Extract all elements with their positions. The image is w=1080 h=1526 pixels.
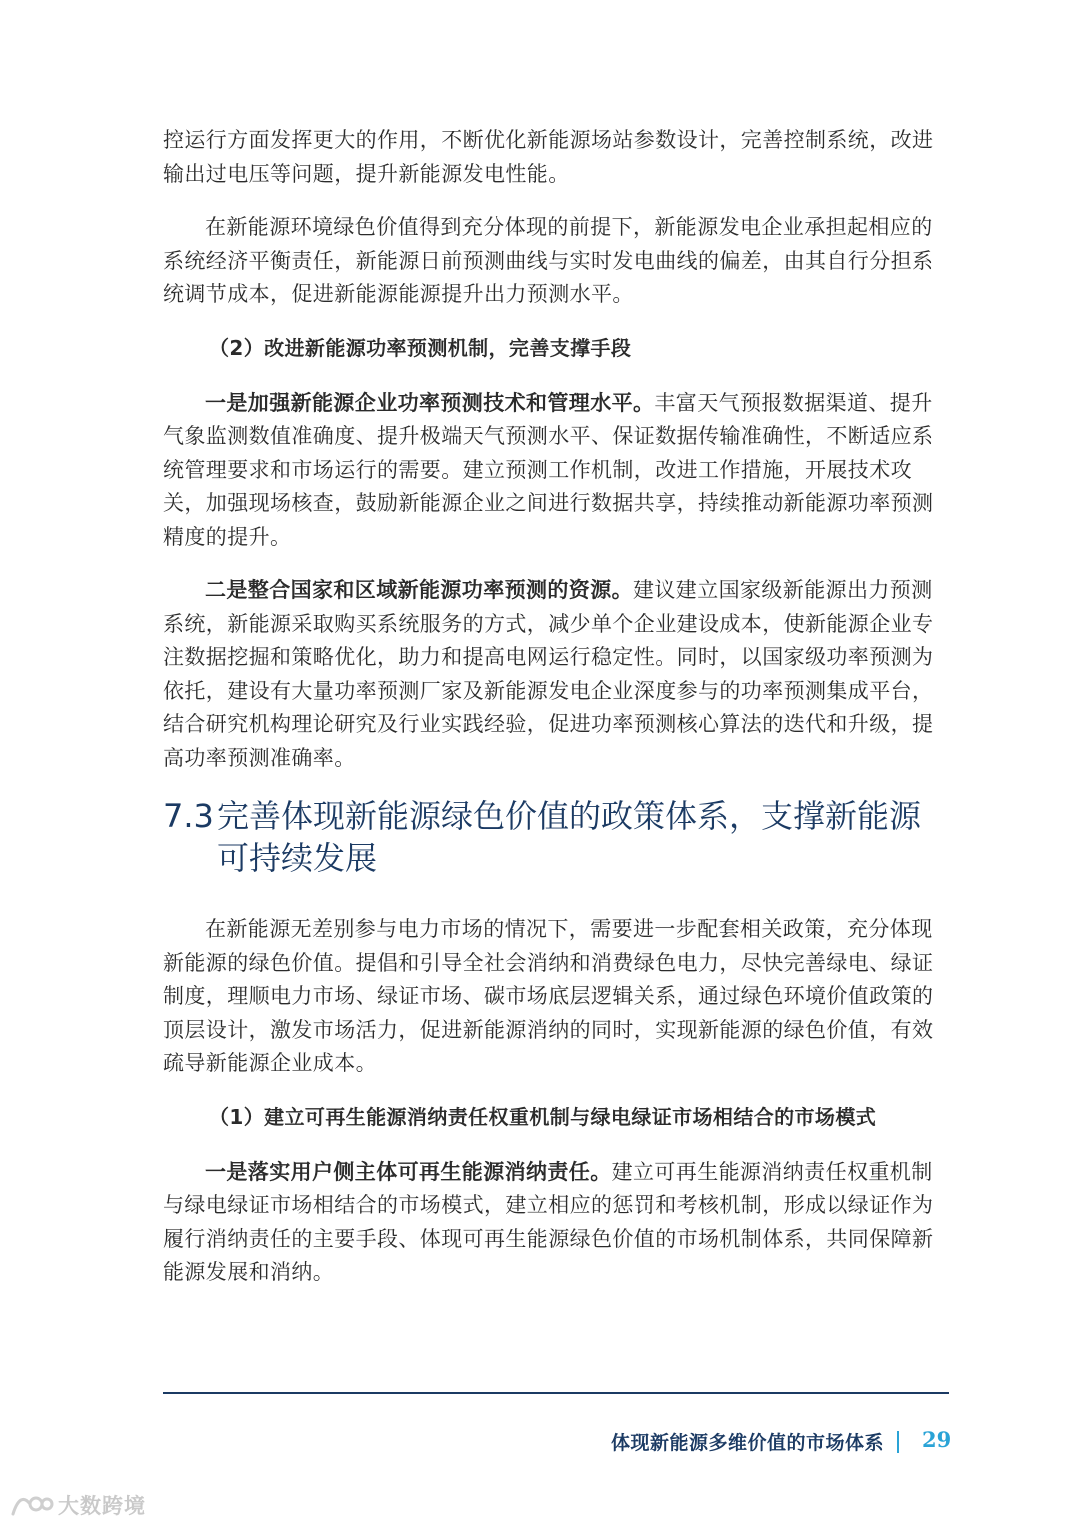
paragraph-lead: 一是加强新能源企业功率预测技术和管理水平。 [205, 390, 655, 415]
footer-divider [163, 1392, 949, 1394]
watermark-text: 大数跨境 [58, 1494, 146, 1518]
paragraph [163, 574, 949, 775]
subheading: （2）改进新能源功率预测机制，完善支撑手段 [209, 335, 632, 360]
paragraph: 在新能源无差别参与电力市场的情况下，需要进一步配套相关政策，充分体现新能源的绿色价值。提倡和引导全社会消纳和消费绿色电力，尽快完善绿电、绿证制度，理顺电力市场、绿证市场、碳市场底层逻辑关系，通过绿色环境价值政策的顶层设计，激发市场活力，促进新能源消纳的同时，实现新能源的绿色价值，有效疏导新能源企业成本。 [163, 917, 934, 1075]
paragraph-text: 建立可再生能源消纳责任权重机制与绿电绿证市场相结合的市场模式，建立相应的惩罚和考核机制，形成以绿证作为履行消纳责任的主要手段、体现可再生能源绿色价值的市场机制体系，共同保障新能源发展和消纳。 [163, 1159, 934, 1284]
paragraph-text: 建议建立国家级新能源出力预测系统，新能源采取购买系统服务的方式，减少单个企业建设成本，使新能源企业专注数据挖掘和策略优化，助力和提高电网运行稳定性。同时，以国家级功率预测为依托，建设有大量功率预测厂家及新能源发电企业深度参与的功率预测集成平台，结合研究机构理论研究及行业实践经验，促进功率预测核心算法的迭代和升级，提高功率预测准确率。 [163, 578, 934, 770]
footer-separator [897, 1431, 899, 1453]
paragraph-lead: 一是落实用户侧主体可再生能源消纳责任。 [205, 1159, 612, 1184]
page-content [163, 124, 949, 1310]
subheading: （1）建立可再生能源消纳责任权重机制与绿电绿证市场相结合的市场模式 [209, 1104, 877, 1129]
paragraph: 在新能源环境绿色价值得到充分体现的前提下，新能源发电企业承担起相应的系统经济平衡责任，新能源日前预测曲线与实时发电曲线的偏差，由其自行分担系统调节成本，促进新能源能源提升出力预测水平。 [163, 215, 934, 306]
paragraph [163, 387, 949, 555]
section-number: 7.3 [163, 797, 214, 835]
paragraph-continued: 控运行方面发挥更大的作用，不断优化新能源场站参数设计，完善控制系统，改进输出过电压等问题，提升新能源发电性能。 [163, 128, 934, 186]
paragraph [163, 1156, 949, 1290]
section-heading [163, 795, 949, 879]
footer-title: 体现新能源多维价值的市场体系 [610, 1432, 884, 1454]
section-title: 完善体现新能源绿色价值的政策体系，支撑新能源可持续发展 [217, 797, 922, 877]
watermark [10, 1490, 146, 1520]
logo-icon [10, 1492, 54, 1518]
page-number: 29 [922, 1427, 952, 1452]
paragraph-lead: 二是整合国家和区域新能源功率预测的资源。 [205, 578, 633, 602]
paragraph-text: 丰富天气预报数据渠道、提升气象监测数值准确度、提升极端天气预测水平、保证数据传输准确性，不断适应系统管理要求和市场运行的需要。建立预测工作机制，改进工作措施，开展技术攻关，加强现场核查，鼓励新能源企业之间进行数据共享，持续推动新能源功率预测精度的提升。 [163, 390, 934, 549]
